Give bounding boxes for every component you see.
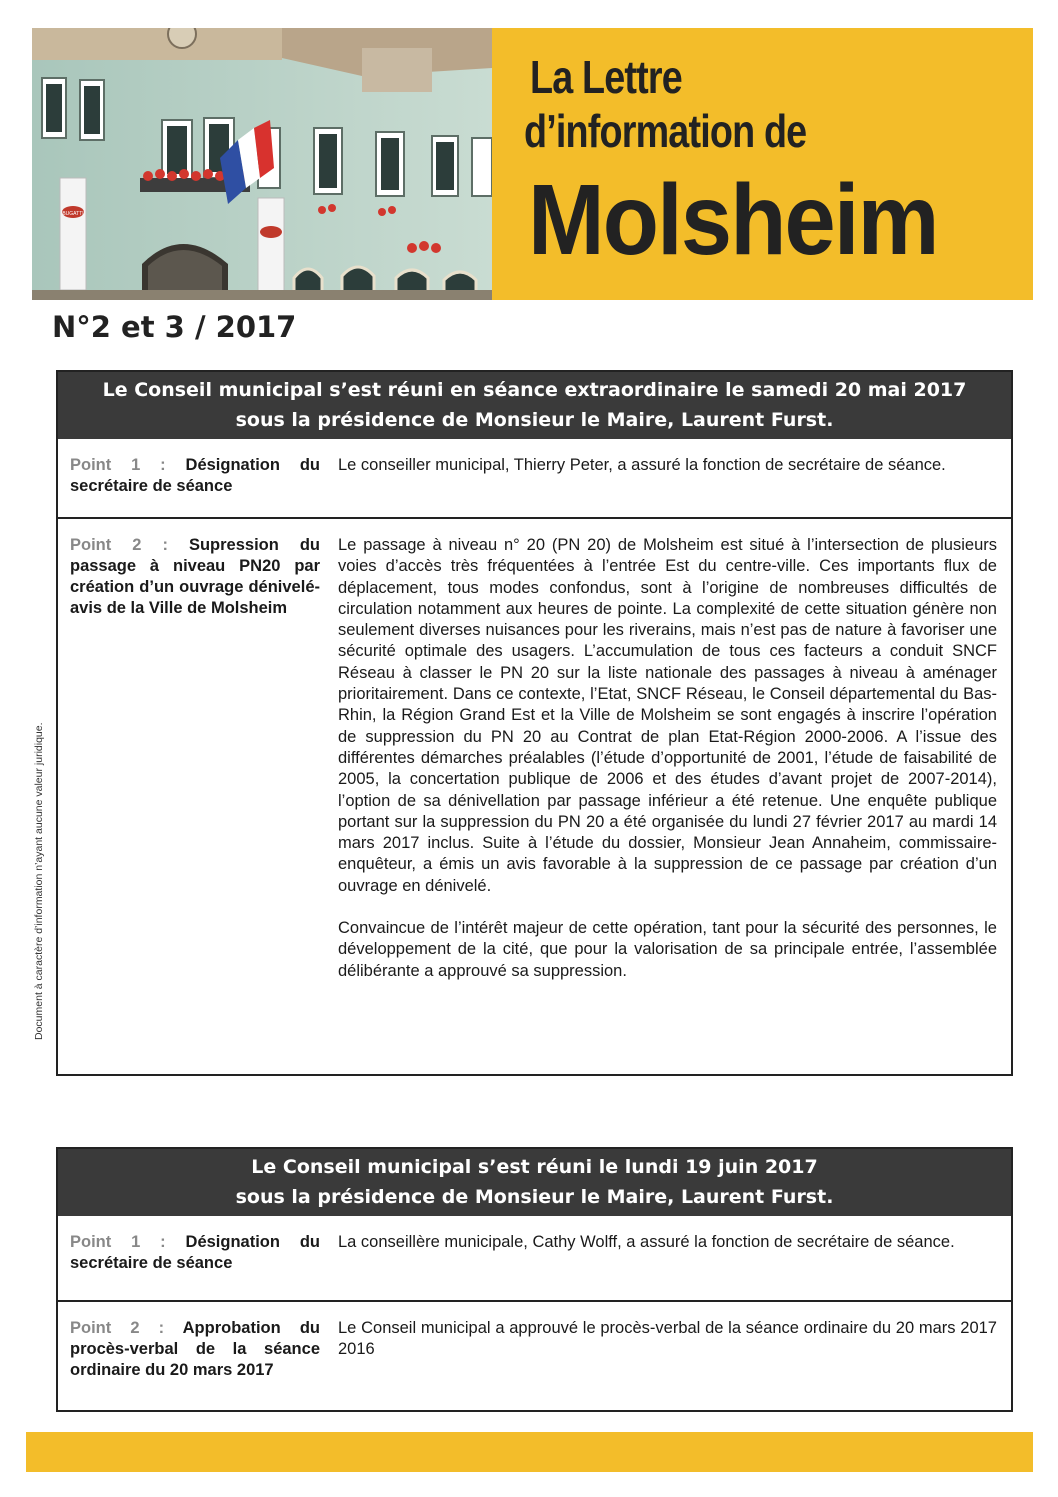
banner-bugatti-text: BUGATTI [62,211,84,217]
point-label [58,1302,320,1406]
title-line-1: La Lettre [530,51,682,103]
council-session-section-2 [56,1147,1013,1412]
issue-number: N°2 et 3 / 2017 [52,310,297,344]
point-number: Point 2 : [70,1319,165,1337]
point-label [58,1216,320,1300]
council-session-section-1 [56,370,1013,1076]
section-1-heading-line-2: sous la présidence de Monsieur le Maire, Laurent Furst. [235,409,834,431]
point-label [58,519,320,1073]
point-number: Point 1 : [70,1233,166,1251]
point-paragraph: La conseillère municipale, Cathy Wolff, a assuré la fonction de secrétaire de séance. [338,1233,955,1251]
point-number: Point 1 : [70,456,166,474]
section-2-header [58,1149,1011,1216]
point-paragraph: Le passage à niveau n° 20 (PN 20) de Molsheim est situé à l’intersection de plusieurs voies d’accès très fréquentées à l’entrée Est du centre-ville. Ces importants flux de déplacement, tous modes confondus, sont à l’origine de nombreuses difficultés de circulation notamment aux heures de pointe. La complexité de cette situation génère non seulement diverses nuisances pour les riverains, mais n’est pas de nature à favoriser une sécurité optimale des usagers. L’accumulation de tous ces facteurs a conduit SNCF Réseau à classer le PN 20 sur la liste nationale des passages à niveau à aménager prioritairement. Dans ce contexte, l’Etat, SNCF Réseau, le Conseil départemental du Bas-Rhin, la Région Grand Est et la Ville de Molsheim se sont engagés à inscrire l’opération de suppression du PN 20 au Contrat de plan Etat-Région 2000-2006. A l’issue des différentes démarches préalables (l’étude d’opportunité de 2001, l’étude de faisabilité de 2005, la concertation publique de 2006 et des études d’avant projet de 2007-2014), l’option de sa dénivellation par passage inférieur a été retenue. Une enquête publique portant sur la suppression du PN 20 a été organisée du lundi 27 février 2017 au mardi 14 mars 2017 inclus. Suite à l’étude du dossier, Monsieur Jean Annaheim, commissaire-enquêteur, a émis un avis favorable à la suppression de ce passage par création d’un ouvrage en dénivelé. [338,536,997,895]
town-hall-photo [32,28,492,300]
point-body [320,1302,1011,1406]
section-1-point-1-row [58,439,1011,517]
point-body [320,1216,1011,1300]
point-title: Supression du passage à niveau PN20 par création d’un ouvrage dénivelé- avis de la Ville de Molsheim [70,536,320,617]
point-title: Désignation du secrétaire de séance [70,456,320,495]
title-molsheim: Molsheim [528,164,938,276]
section-1-point-2-row [58,517,1011,1073]
section-2-point-1-row [58,1216,1011,1300]
section-1-header [58,372,1011,439]
legal-side-note-text: Document à caractère d’information n’ayant aucune valeur juridique. [33,722,45,1040]
title-line-2: d’information de [524,105,807,157]
point-body [320,439,1011,517]
legal-side-note [33,722,45,1050]
point-title: Désignation du secrétaire de séance [70,1233,320,1272]
section-2-heading-line-1: Le Conseil municipal s’est réuni le lundi 19 juin 2017 [251,1156,818,1178]
newsletter-title-box [492,28,1033,300]
point-paragraph: Le Conseil municipal a approuvé le procès-verbal de la séance ordinaire du 20 mars 2017 2016 [338,1319,997,1359]
point-paragraph: Convaincue de l’intérêt majeur de cette opération, tant pour la sécurité des personnes, le développement de la cité, que pour la valorisation de sa principale entrée, l’assemblée délibérante a approuvé sa suppression. [338,919,997,980]
section-2-heading-line-2: sous la présidence de Monsieur le Maire, Laurent Furst. [235,1186,834,1208]
point-title: Approbation du procès-verbal de la séance ordinaire du 20 mars 2017 [70,1319,320,1379]
section-1-heading-line-1: Le Conseil municipal s’est réuni en séance extraordinaire le samedi 20 mai 2017 [102,379,967,401]
point-number: Point 2 : [70,536,168,554]
footer-bar [26,1432,1033,1472]
section-2-point-2-row [58,1300,1011,1406]
point-label [58,439,320,517]
point-paragraph: Le conseiller municipal, Thierry Peter, a assuré la fonction de secrétaire de séance. [338,456,946,474]
point-body [320,519,1011,1073]
